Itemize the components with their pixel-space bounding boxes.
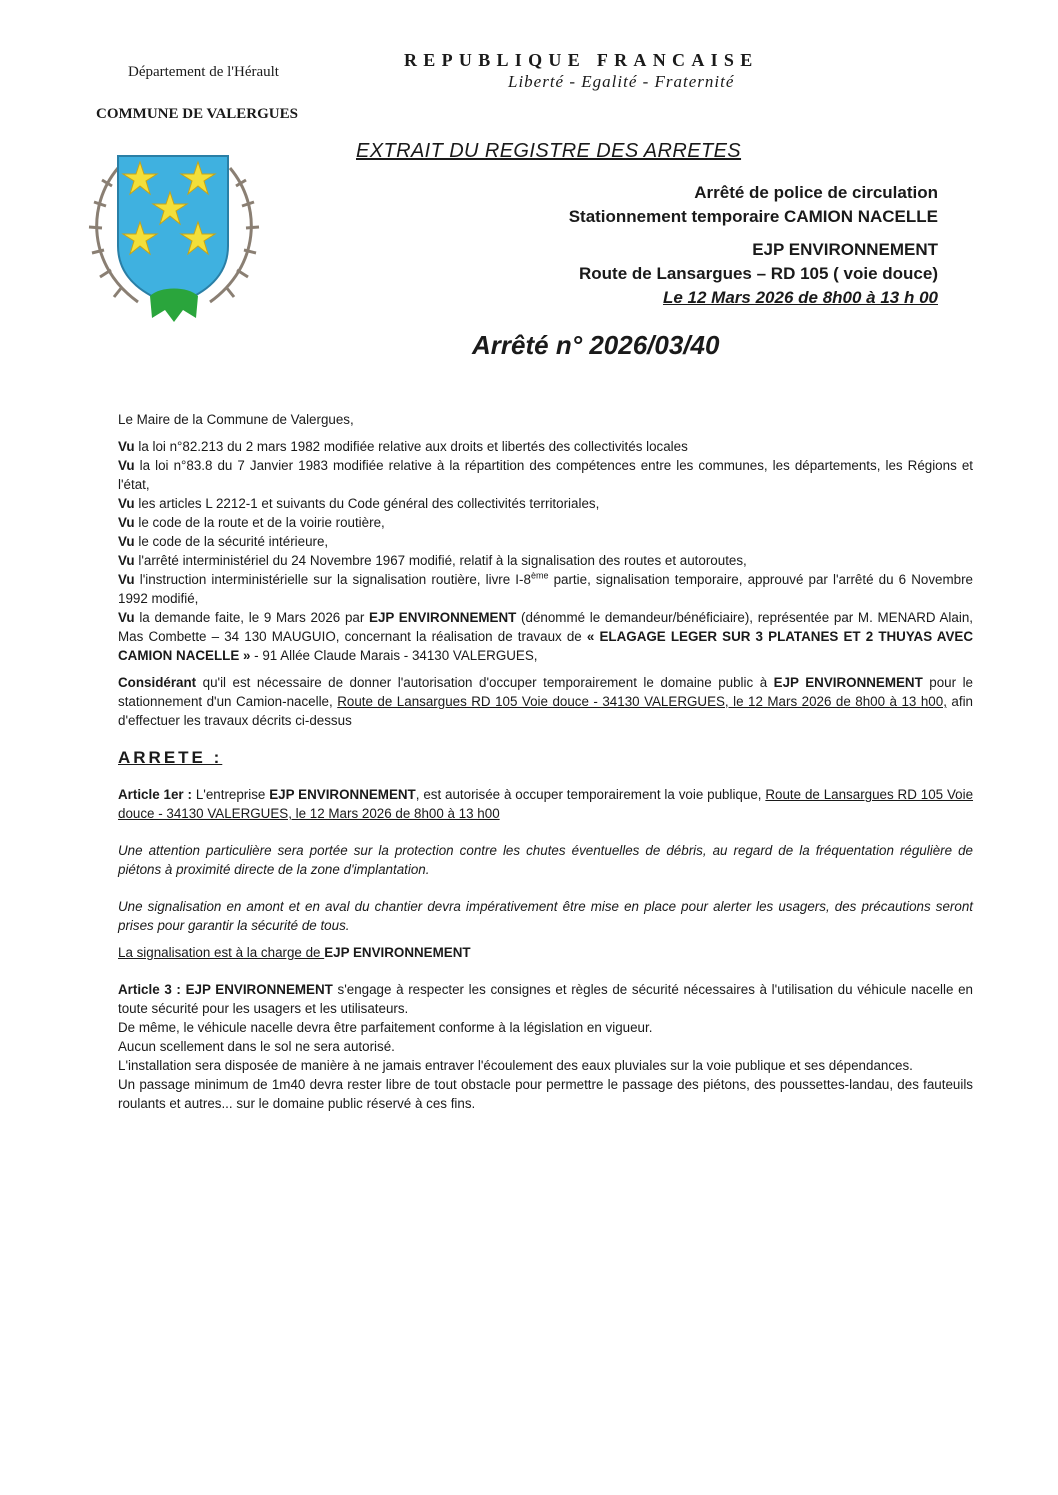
article-3-b: De même, le véhicule nacelle devra être parfaitement conforme à la législation en vigueur.	[118, 1020, 653, 1035]
title-date: Le 12 Mars 2026 de 8h00 à 13 h 00	[662, 288, 938, 307]
devise: Liberté - Egalité - Fraternité	[508, 72, 735, 91]
document-body	[118, 410, 973, 1113]
vu-4: Vu le code de la route et de la voirie routière,	[118, 515, 385, 530]
vu-2: Vu la loi n°83.8 du 7 Janvier 1983 modifiée relative à la répartition des compétences entre les communes, les départements, les Régions et l'état,	[118, 458, 973, 492]
maire-line: Le Maire de la Commune de Valergues,	[118, 412, 354, 427]
departement-label: Département de l'Hérault	[128, 64, 279, 80]
republique-title: REPUBLIQUE FRANCAISE	[404, 50, 759, 70]
extrait-title: EXTRAIT DU REGISTRE DES ARRETES	[356, 140, 742, 162]
article-3-c: Aucun scellement dans le sol ne sera autorisé.	[118, 1039, 395, 1054]
ribbon	[150, 289, 198, 323]
arrete-heading: ARRETE :	[118, 748, 223, 767]
article-3-d: L'installation sera disposée de manière à ne jamais entraver l'écoulement des eaux pluviales sur la voie publique et ses dépendances.	[118, 1058, 913, 1073]
note-debris: Une attention particulière sera portée sur la protection contre les chutes éventuelles de débris, au regard de la fréquentation régulière de piétons à proximité directe de la zone d'implantation.	[118, 843, 973, 877]
signalisation-charge: La signalisation est à la charge de EJP ENVIRONNEMENT	[118, 945, 471, 960]
vu-5: Vu le code de la sécurité intérieure,	[118, 534, 329, 549]
title-line-4: Route de Lansargues – RD 105 ( voie douce)	[579, 264, 938, 283]
vu-7: Vu l'instruction interministérielle sur la signalisation routière, livre I-8ème partie, signalisation temporaire, approuvé par l'arrêté du 6 Novembre 1992 modifié,	[118, 570, 974, 606]
title-line-3: EJP ENVIRONNEMENT	[752, 240, 938, 259]
article-3-e: Un passage minimum de 1m40 devra rester libre de tout obstacle pour permettre le passage des piétons, des poussettes-landau, des fauteuils roulants et autres... sur le domaine public réservé à ces fins.	[118, 1077, 973, 1111]
arrete-number: Arrêté n° 2026/03/40	[472, 330, 720, 360]
title-line-1: Arrêté de police de circulation	[694, 183, 938, 202]
article-1: Article 1er : L'entreprise EJP ENVIRONNEMENT, est autorisée à occuper temporairement la voie publique, Route de Lansargues RD 105 Voie douce - 34130 VALERGUES, le 12 Mars 2026 de 8h00 à 13 h00	[118, 787, 974, 821]
note-signalisation: Une signalisation en amont et en aval du chantier devra impérativement être mise en place pour alerter les usagers, des précautions seront prises pour garantir la sécurité de tous.	[118, 899, 973, 933]
commune-label: COMMUNE DE VALERGUES	[96, 106, 298, 122]
vu-3: Vu les articles L 2212-1 et suivants du Code général des collectivités territoriales,	[118, 496, 600, 511]
considerant: Considérant qu'il est nécessaire de donner l'autorisation d'occuper temporairement le domaine public à EJP ENVIRONNEMENT pour le stationnement d'un Camion-nacelle, Route de Lansargues RD 105 Voie douce - 34130 VALERGUES, le 12 Mars 2026 de 8h00 à 13 h00, afin d'effectuer les travaux décrits ci-dessus	[118, 675, 974, 728]
vu-8: Vu la demande faite, le 9 Mars 2026 par EJP ENVIRONNEMENT (dénommé le demandeur/bénéficiaire), représentée par M. MENARD Alain, Mas Combette – 34 130 MAUGUIO, concernant la réalisation de travaux de « ELAGAGE LEGER SUR 3 PLATANES ET 2 THUYAS AVEC CAMION NACELLE » - 91 Allée Claude Marais - 34130 VALERGUES,	[118, 610, 973, 663]
commune-crest-emblem	[78, 146, 270, 332]
article-3: Article 3 : EJP ENVIRONNEMENT s'engage à respecter les consignes et règles de sécurité nécessaires à l'utilisation du véhicule nacelle en toute sécurité pour les usagers et les utilisateurs.	[118, 982, 974, 1016]
vu-1: Vu la loi n°82.213 du 2 mars 1982 modifiée relative aux droits et libertés des collectivités locales	[118, 439, 688, 454]
vu-6: Vu l'arrêté interministériel du 24 Novembre 1967 modifié, relatif à la signalisation des routes et autoroutes,	[118, 553, 747, 568]
title-line-2: Stationnement temporaire CAMION NACELLE	[568, 207, 938, 226]
